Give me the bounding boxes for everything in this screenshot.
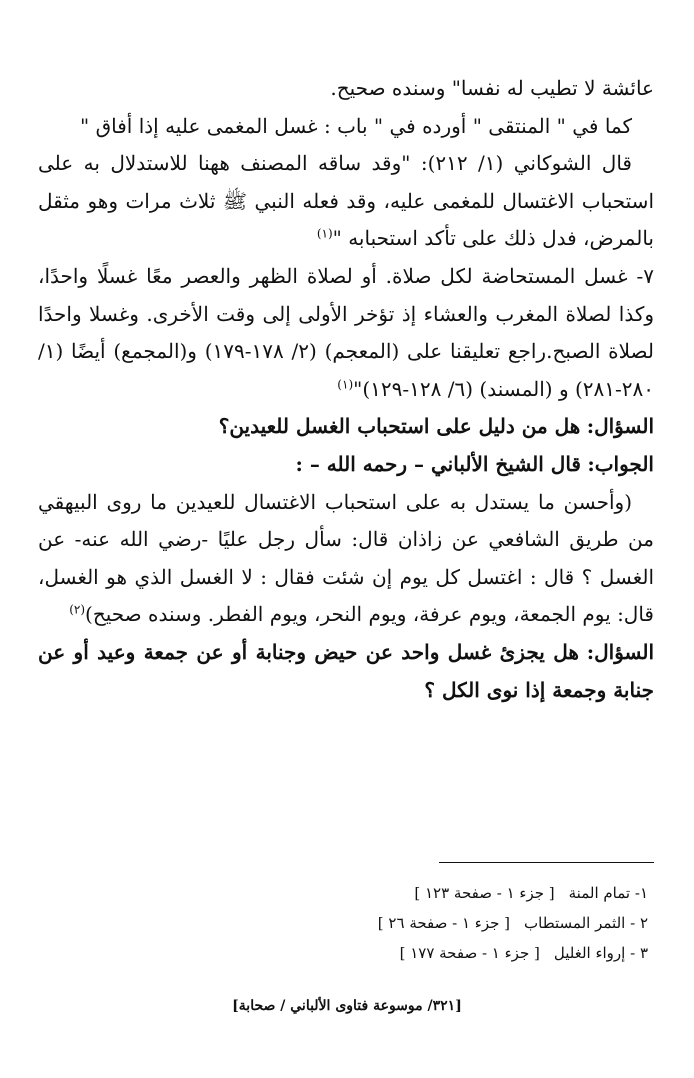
page-footer: [٣٢١/ موسوعة فتاوى الألباني / صحابة] xyxy=(232,998,462,1014)
bayhaqi-text: (وأحسن ما يستدل به على استحباب الاغتسال للعيدين ما روى البيهقي من طريق الشافعي عن زاذان قال: سأل رجل عليًا -رضي الله عنه- عن الغسل ؟ قال : اغتسل كل يوم إن شئت فقال : لا الغسل الذي هو الغسل، قال: يوم الجمعة، ويوم عرفة، ويوم النحر، ويوم الفطر. وسنده صحيح) xyxy=(38,489,654,627)
footnote-1 xyxy=(48,878,648,908)
paragraph-shawkani xyxy=(38,145,654,258)
answer-eid xyxy=(38,446,654,484)
question-text-2: هل يجزئ غسل واحد عن حيض وجنابة أو عن جمعة وعيد أو عن جنابة وجمعة إذا نوى الكل ؟ xyxy=(38,639,654,702)
paragraph-muntaqa: كما في " المنتقى " أورده في " باب : غسل المغمى عليه إذا أفاق " xyxy=(80,113,632,138)
question-label-2: السؤال: xyxy=(586,639,655,664)
question-eid xyxy=(38,408,654,446)
main-text xyxy=(38,70,654,709)
paragraph-bayhaqi xyxy=(38,484,654,634)
footnote-marker-2: (٢) xyxy=(69,602,86,617)
question-combined-ghusl xyxy=(38,634,654,709)
answer-intro: قال الشيخ الألباني – رحمه الله – : xyxy=(295,451,581,476)
paragraph-mustahada xyxy=(38,258,654,408)
question-label: السؤال: xyxy=(586,414,654,439)
footnote-reference: [ جزء ١ - صفحة ١٧٧ ] xyxy=(399,944,540,962)
footnote-source: ٣ - إرواء الغليل xyxy=(553,944,648,962)
footnotes xyxy=(48,878,648,968)
footnote-marker-1: (١) xyxy=(316,226,333,241)
footnote-marker-1b: (١) xyxy=(337,377,354,392)
footnote-divider xyxy=(439,862,654,863)
shawkani-quote: قال الشوكاني (١/ ٢١٢): "وقد ساقه المصنف ههنا للاستدلال به على استحباب الاغتسال للمغمى عليه، وقد فعله النبي ﷺ ثلاث مرات وهو مثقل بالمرض، فدل ذلك على تأكد استحبابه " xyxy=(38,151,654,251)
mustahada-text: ٧- غسل المستحاضة لكل صلاة. أو لصلاة الظهر والعصر معًا غسلًا واحدًا، وكذا لصلاة المغرب والعشاء إذ تؤخر الأولى إلى وقت الأخرى. وغسلا واحدًا لصلاة الصبح.راجع تعليقنا على (المعجم) (٢/ ١٧٨-١٧٩) و(المجمع) أيضًا (١/ ٢٨٠-٢٨١) و (المسند) (٦/ ١٢٨-١٢٩)" xyxy=(38,263,654,401)
footnote-source: ٢ - الثمر المستطاب xyxy=(524,914,648,932)
footnote-reference: [ جزء ١ - صفحة ٢٦ ] xyxy=(377,914,511,932)
answer-label: الجواب: xyxy=(587,451,654,476)
footnote-reference: [ جزء ١ - صفحة ١٢٣ ] xyxy=(414,884,555,902)
footnote-3 xyxy=(48,938,648,968)
footnote-2 xyxy=(48,908,648,938)
footnote-source: ١- تمام المنة xyxy=(568,884,648,902)
paragraph-continuation: عائشة لا تطيب له نفسا" وسنده صحيح. xyxy=(330,76,654,100)
question-text: هل من دليل على استحباب الغسل للعيدين؟ xyxy=(218,414,581,439)
